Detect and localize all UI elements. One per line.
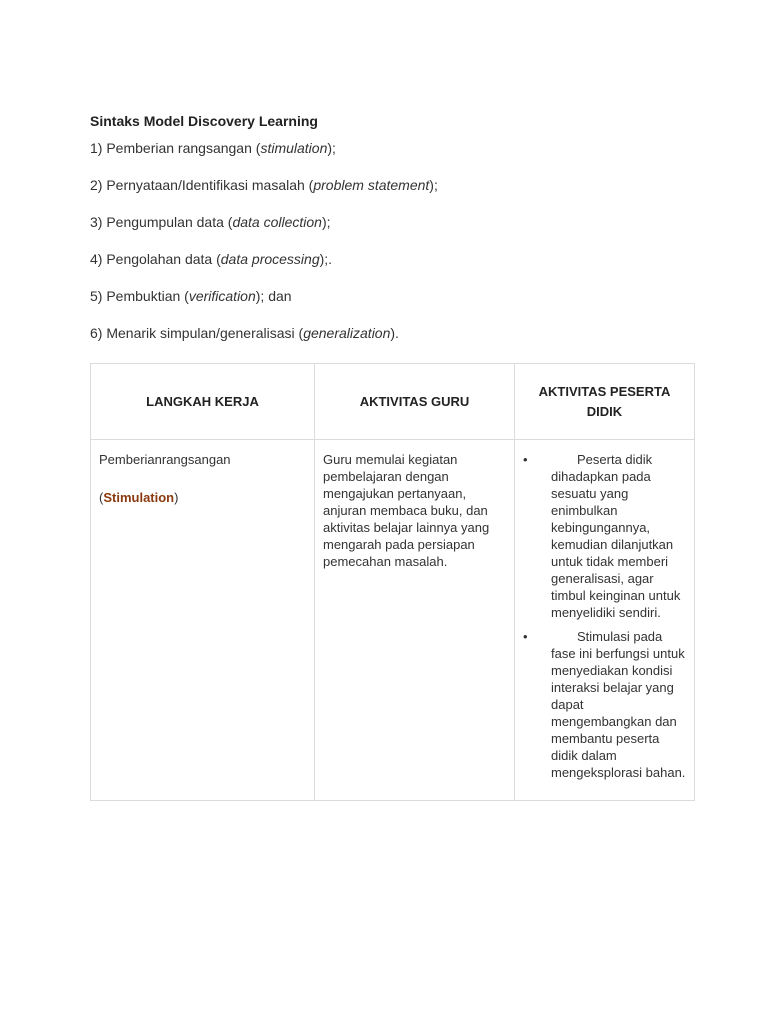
step-term: generalization: [303, 325, 391, 341]
cell-aktivitas-peserta: [515, 440, 695, 801]
step-item-6: [90, 324, 694, 342]
step-item-5: [90, 287, 694, 305]
step-suffix: );: [321, 214, 331, 230]
document-page: [90, 112, 694, 780]
column-header-aktivitas-peserta-didik: AKTIVITAS PESERTA DIDIK: [515, 364, 695, 440]
bullet-icon: •: [523, 452, 528, 467]
peserta-activity-text: Stimulasi pada fase ini berfungsi untuk menyediakan kondisi interaksi belajar yang dapat mengembangkan dan membantu peserta didik dalam mengeksplorasi bahan.: [551, 629, 686, 780]
column-header-aktivitas-guru: AKTIVITAS GURU: [315, 364, 515, 440]
paren-close: ): [174, 490, 179, 505]
step-suffix: ); dan: [255, 288, 292, 304]
list-item: [523, 628, 686, 781]
table-header-row: [91, 364, 695, 440]
step-item-3: [90, 213, 694, 231]
step-suffix: ).: [390, 325, 399, 341]
peserta-activity-list: [523, 451, 686, 781]
guru-activity-text: Guru memulai kegiatan pembelajaran dengan mengajukan pertanyaan, anjuran membaca buku, dan aktivitas belajar lainnya yang mengarah pada persiapan pemecahan masalah.: [323, 452, 490, 569]
step-name: Pemberianrangsangan: [99, 452, 231, 467]
step-term: problem statement: [313, 177, 430, 193]
step-text: 3) Pengumpulan data (: [90, 214, 233, 230]
peserta-activity-text: Peserta didik dihadapkan pada sesuatu yang enimbulkan kebingungannya, kemudian dilanjutkan untuk tidak memberi generalisasi, agar timbul keinginan untuk menyelidiki sendiri.: [551, 452, 681, 620]
step-item-4: [90, 250, 694, 268]
syntax-table: [90, 363, 695, 801]
step-item-2: [90, 176, 694, 194]
list-item: [523, 451, 686, 621]
step-text: 1) Pemberian rangsangan (: [90, 140, 261, 156]
step-term-line: [99, 489, 306, 506]
step-term: data collection: [232, 214, 322, 230]
step-suffix: );: [327, 140, 336, 156]
document-heading: Sintaks Model Discovery Learning: [90, 113, 318, 129]
cell-langkah-kerja: [91, 440, 315, 801]
step-text: 6) Menarik simpulan/generalisasi (: [90, 325, 304, 341]
step-term: verification: [188, 288, 256, 304]
step-term: data processing: [220, 251, 320, 267]
bullet-icon: •: [523, 629, 528, 644]
cell-aktivitas-guru: [315, 440, 515, 801]
paren-open: (: [99, 490, 104, 505]
step-term-highlight: Stimulation: [103, 490, 175, 505]
step-suffix: );: [429, 177, 438, 193]
step-item-1: [90, 139, 694, 157]
table-row: [91, 440, 695, 801]
column-header-langkah-kerja: LANGKAH KERJA: [91, 364, 315, 440]
step-text: 2) Pernyataan/Identifikasi masalah (: [90, 177, 314, 193]
step-text: 5) Pembuktian (: [90, 288, 189, 304]
step-term: stimulation: [260, 140, 328, 156]
step-suffix: );.: [319, 251, 333, 267]
step-text: 4) Pengolahan data (: [90, 251, 221, 267]
